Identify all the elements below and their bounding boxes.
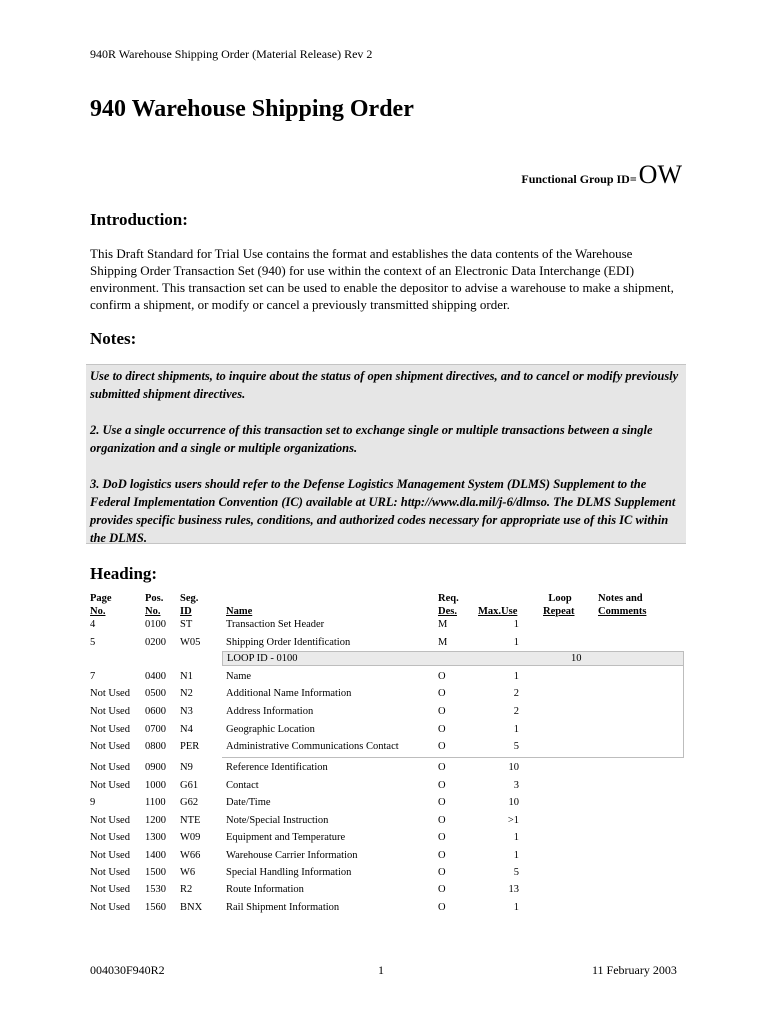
row-seg: N1 (180, 671, 193, 682)
row-page: Not Used (90, 902, 130, 913)
loop-bracket-bottom (222, 757, 684, 758)
row-page: Not Used (90, 832, 130, 843)
row-pos: 0500 (145, 688, 166, 699)
row-max: 5 (513, 741, 519, 752)
row-name: Route Information (226, 884, 304, 895)
row-name: Equipment and Temperature (226, 832, 346, 843)
row-req: O (438, 832, 446, 843)
row-max: 1 (513, 637, 519, 648)
functional-group-id (521, 160, 682, 190)
col-header-page-2: No. (90, 606, 106, 617)
row-req: O (438, 850, 446, 861)
row-max: 1 (513, 724, 519, 735)
row-page: Not Used (90, 706, 130, 717)
row-req: M (438, 619, 448, 630)
footer-page-number: 1 (378, 963, 384, 977)
functional-group-label: Functional Group ID= (521, 172, 637, 186)
row-pos: 0800 (145, 741, 166, 752)
col-header-req-1: Req. (438, 593, 459, 604)
row-name: Special Handling Information (226, 867, 352, 878)
row-page: Not Used (90, 741, 130, 752)
row-req: O (438, 671, 446, 682)
row-pos: 0600 (145, 706, 166, 717)
row-seg: W6 (180, 867, 196, 878)
col-header-pos-2: No. (145, 606, 161, 617)
introduction-text: This Draft Standard for Trial Use contains the format and establishes the data contents of the Warehouse Shipping Order Transaction Set (940) for use within the context of an Electronic Data Interchange (EDI) environment. This transaction set can be used to enable the depositor to advise a warehouse to make a shipment, confirm a shipment, or modify or cancel a previously transmitted shipping order. (90, 246, 674, 312)
row-req: O (438, 815, 446, 826)
col-header-req-2: Des. (438, 606, 457, 617)
row-req: O (438, 762, 446, 773)
row-seg: W09 (180, 832, 201, 843)
row-req: O (438, 724, 446, 735)
note-1: Use to direct shipments, to inquire about the status of open shipment directives, and to cancel or modify previously submitted shipment directives. (90, 369, 679, 401)
row-seg: N3 (180, 706, 193, 717)
row-seg: R2 (180, 884, 193, 895)
row-req: O (438, 741, 446, 752)
row-max: 2 (513, 688, 519, 699)
row-max: 1 (513, 902, 519, 913)
row-seg: G61 (180, 780, 199, 791)
col-header-name: Name (226, 606, 253, 617)
row-name: Additional Name Information (226, 688, 352, 699)
row-req: O (438, 706, 446, 717)
document-title: 940 Warehouse Shipping Order (90, 96, 414, 122)
row-page: Not Used (90, 724, 130, 735)
row-name: Address Information (226, 706, 314, 717)
functional-group-code: OW (638, 160, 682, 189)
row-max: 3 (513, 780, 519, 791)
row-max: 1 (513, 671, 519, 682)
row-name: Administrative Communications Contact (226, 741, 399, 752)
row-page: Not Used (90, 688, 130, 699)
row-name: Name (226, 671, 252, 682)
row-pos: 1530 (145, 884, 166, 895)
row-max: >1 (507, 815, 519, 826)
row-req: O (438, 797, 446, 808)
notes-heading: Notes: (90, 329, 137, 348)
row-max: 1 (513, 619, 519, 630)
row-name: Note/Special Instruction (226, 815, 329, 826)
row-seg: W66 (180, 850, 201, 861)
col-header-loop-1: Loop (548, 593, 572, 604)
row-seg: N9 (180, 762, 193, 773)
row-name: Contact (226, 780, 259, 791)
row-req: O (438, 867, 446, 878)
row-seg: ST (180, 619, 193, 630)
row-seg: N4 (180, 724, 193, 735)
row-seg: W05 (180, 637, 201, 648)
row-page: 7 (90, 671, 96, 682)
col-header-loop-2: Repeat (543, 606, 575, 617)
row-seg: BNX (180, 902, 203, 913)
row-page: Not Used (90, 762, 130, 773)
col-header-seg-2: ID (180, 606, 192, 617)
row-max: 10 (508, 797, 519, 808)
row-max: 13 (508, 884, 519, 895)
row-pos: 0900 (145, 762, 166, 773)
row-max: 1 (513, 850, 519, 861)
row-page: Not Used (90, 815, 130, 826)
row-page: Not Used (90, 780, 130, 791)
loop-repeat-value: 10 (571, 653, 582, 664)
row-name: Date/Time (226, 797, 271, 808)
row-pos: 0100 (145, 619, 166, 630)
heading-section-title: Heading: (90, 564, 158, 583)
row-name: Reference Identification (226, 762, 328, 773)
col-header-notes-1: Notes and (598, 593, 643, 604)
note-3: 3. DoD logistics users should refer to the Defense Logistics Management System (DLMS) Supplement to the Federal Implementation Convention (IC) available at URL: http://www.dla.mil/j-6/dlmso. The DLMS Supplement provides specific business rules, conditions, and authorized codes necessary for appropriate use of this IC within the DLMS. (90, 477, 676, 545)
footer-doc-id: 004030F940R2 (90, 963, 165, 977)
col-header-pos-1: Pos. (145, 593, 164, 604)
row-max: 1 (513, 832, 519, 843)
row-max: 10 (508, 762, 519, 773)
row-pos: 0200 (145, 637, 166, 648)
row-pos: 1100 (145, 797, 166, 808)
row-pos: 1560 (145, 902, 166, 913)
row-seg: PER (180, 741, 200, 752)
row-page: Not Used (90, 850, 130, 861)
row-page: 5 (90, 637, 96, 648)
row-pos: 0400 (145, 671, 166, 682)
row-name: Shipping Order Identification (226, 637, 351, 648)
footer-date: 11 February 2003 (592, 963, 677, 977)
row-max: 5 (513, 867, 519, 878)
row-page: Not Used (90, 884, 130, 895)
note-2: 2. Use a single occurrence of this transaction set to exchange single or multiple transactions between a single organization and a single or multiple organizations. (90, 423, 653, 455)
loop-id-label: LOOP ID - 0100 (227, 653, 298, 664)
row-pos: 1400 (145, 850, 166, 861)
row-name: Warehouse Carrier Information (226, 850, 358, 861)
row-req: O (438, 902, 446, 913)
col-header-notes-2: Comments (598, 606, 647, 617)
col-header-maxuse: Max.Use (478, 606, 518, 617)
row-pos: 0700 (145, 724, 166, 735)
row-max: 2 (513, 706, 519, 717)
loop-bracket-right (683, 666, 684, 758)
introduction-heading: Introduction: (90, 210, 188, 229)
notes-box (86, 364, 686, 544)
row-page: 4 (90, 619, 96, 630)
row-name: Geographic Location (226, 724, 315, 735)
col-header-seg-1: Seg. (180, 593, 199, 604)
row-name: Rail Shipment Information (226, 902, 340, 913)
row-seg: NTE (180, 815, 201, 826)
row-page: Not Used (90, 867, 130, 878)
row-pos: 1000 (145, 780, 166, 791)
row-req: O (438, 884, 446, 895)
row-page: 9 (90, 797, 96, 808)
row-pos: 1300 (145, 832, 166, 843)
row-seg: N2 (180, 688, 193, 699)
row-pos: 1200 (145, 815, 166, 826)
row-req: M (438, 637, 448, 648)
col-header-page-1: Page (90, 593, 112, 604)
row-req: O (438, 780, 446, 791)
row-req: O (438, 688, 446, 699)
row-pos: 1500 (145, 867, 166, 878)
running-head: 940R Warehouse Shipping Order (Material Release) Rev 2 (90, 47, 373, 61)
loop-bar (222, 651, 684, 666)
row-seg: G62 (180, 797, 199, 808)
row-name: Transaction Set Header (226, 619, 325, 630)
